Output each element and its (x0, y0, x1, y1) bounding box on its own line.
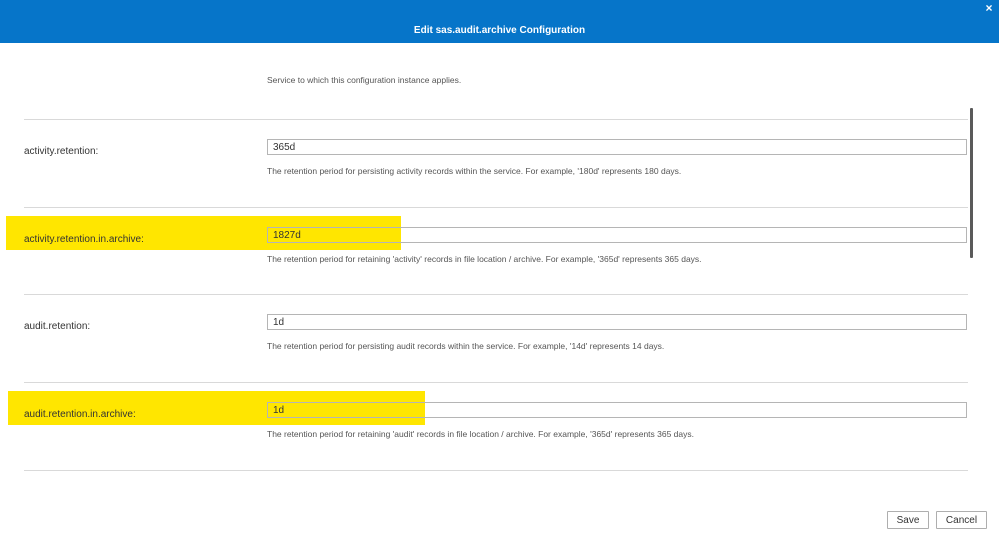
audit-retention-in-archive-input[interactable] (267, 402, 967, 418)
activity-retention-in-archive-input[interactable] (267, 227, 967, 243)
divider (24, 294, 968, 295)
activity-retention-in-archive-help: The retention period for retaining 'activity' records in file location / archive. For example, '365d' represents 365 days. (267, 254, 702, 264)
divider (24, 382, 968, 383)
activity-retention-label: activity.retention: (24, 146, 99, 157)
scrollbar[interactable] (970, 108, 973, 258)
activity-retention-input[interactable] (267, 139, 967, 155)
audit-retention-in-archive-label: audit.retention.in.archive: (24, 409, 136, 420)
divider (24, 119, 968, 120)
save-button[interactable]: Save (887, 511, 929, 529)
cancel-button[interactable]: Cancel (936, 511, 987, 529)
audit-retention-input[interactable] (267, 314, 967, 330)
audit-retention-in-archive-help: The retention period for retaining 'audit' records in file location / archive. For example, '365d' represents 365 days. (267, 429, 695, 439)
dialog-titlebar (0, 0, 999, 43)
audit-retention-help: The retention period for persisting audit records within the service. For example, '14d' represents 14 days. (267, 341, 665, 351)
service-description: Service to which this configuration instance applies. (267, 75, 462, 85)
divider (24, 470, 968, 471)
activity-retention-in-archive-label: activity.retention.in.archive: (24, 234, 144, 245)
close-icon[interactable]: × (985, 1, 993, 15)
dialog-title: Edit sas.audit.archive Configuration (413, 25, 586, 36)
audit-retention-label: audit.retention: (24, 321, 91, 332)
activity-retention-help: The retention period for persisting activity records within the service. For example, '180d' represents 180 days. (267, 166, 682, 176)
divider (24, 207, 968, 208)
